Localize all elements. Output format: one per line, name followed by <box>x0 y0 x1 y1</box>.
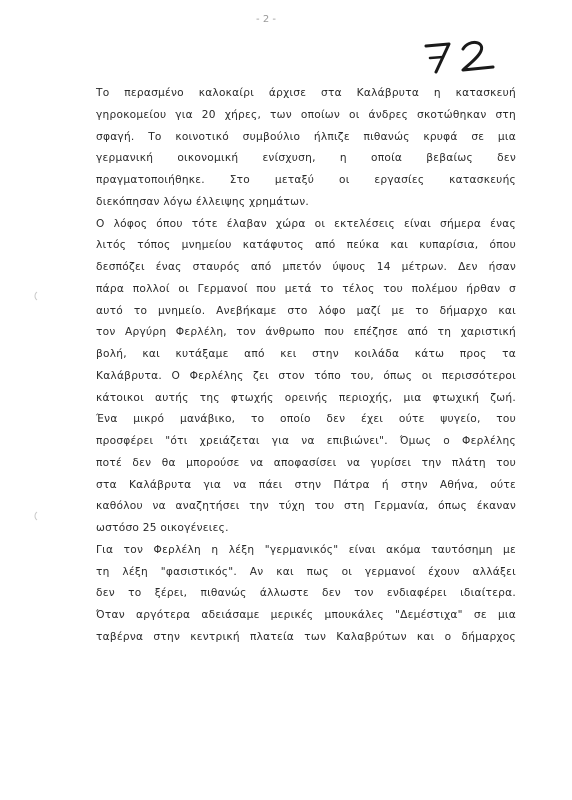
text-line: Ο λόφος όπου τότε έλαβαν χώρα οι εκτελέσεις είναι σήμερα ένας <box>96 217 516 230</box>
text-line: Όταν αργότερα αδειάσαμε μερικές μπουκάλες "Δεμέστιχα" σε μια <box>96 609 516 621</box>
text-line: κάτοικοι αυτής της φτωχής ορεινής περιοχής, μια φτωχική ζωή. <box>96 391 516 404</box>
text-line: λιτός τόπος μνημείου κατάφυτος από πεύκα και κυπαρίσια, όπου <box>96 239 516 252</box>
text-line: ποτέ δεν θα μπορούσε να αποφασίσει να γυρίσει την πλάτη του <box>96 456 516 469</box>
text-line: γερμανική οικονομική ενίσχυση, η οποία βεβαίως δεν <box>96 152 516 165</box>
text-line: ταβέρνα στην κεντρική πλατεία των Καλαβρύτων και ο δήμαρχος <box>96 630 516 643</box>
text-line: πάρα πολλοί οι Γερμανοί που μετά το τέλος του πολέμου ήρθαν σ <box>96 282 516 295</box>
punch-hole-mark <box>28 511 38 521</box>
text-line: αυτό το μνημείο. Ανεβήκαμε στο λόφο μαζί με το δήμαρχο και <box>96 304 516 317</box>
text-line: τον Αργύρη Φερλέλη, τον άνθρωπο που επέζησε από τη χαριστική <box>96 326 516 339</box>
text-line: στα Καλάβρυτα για να πάει στην Πάτρα ή στην Αθήνα, ούτε <box>96 478 516 491</box>
text-line: διεκόπησαν λόγω έλλειψης χρημάτων. <box>96 195 310 208</box>
punch-hole-mark <box>28 291 38 301</box>
text-line: σφαγή. Το κοινοτικό συμβούλιο ήλπιζε πιθανώς κρυφά σε μια <box>96 130 516 143</box>
page-number: - 2 - <box>256 14 276 25</box>
text-line: τη λέξη "φασιστικός". Αν και πως οι γερμανοί έχουν αλλάξει <box>96 565 516 578</box>
text-line: πραγματοποιήθηκε. Στο μεταξύ οι εργασίες κατασκευής <box>96 174 516 186</box>
text-line: Για τον Φερλέλη η λέξη "γερμανικός" είναι ακόμα ταυτόσημη με <box>96 543 516 556</box>
text-line: δεν το ξέρει, πιθανώς άλλωστε δεν τον ενδιαφέρει ιδιαίτερα. <box>96 587 516 600</box>
text-line: προσφέρει "ότι χρειάζεται για να επιβιώνει". Όμως ο Φερλέλης <box>96 435 516 447</box>
handwritten-page-number <box>423 36 503 76</box>
text-line: Ένα μικρό μανάβικο, το οποίο δεν έχει ούτε ψυγείο, του <box>96 413 516 426</box>
text-line: Το περασμένο καλοκαίρι άρχισε στα Καλάβρυτα η κατασκευή <box>96 87 516 99</box>
text-line: Καλάβρυτα. Ο Φερλέλης ζει στον τόπο του, όπως οι περισσότεροι <box>96 369 516 382</box>
document-body <box>96 83 516 649</box>
text-line: βολή, και κυτάξαμε από κει στην κοιλάδα κάτω προς τα <box>96 348 516 360</box>
text-line: ωστόσο 25 οικογένειες. <box>96 522 229 534</box>
text-line: δεσπόζει ένας σταυρός από μπετόν ύψους 14 μέτρων. Δεν ήσαν <box>96 261 516 273</box>
text-line: καθόλου να αναζητήσει την τύχη του στη Γερμανία, όπως έκαναν <box>96 500 516 513</box>
text-line: γηροκομείου για 20 χήρες, των οποίων οι άνδρες σκοτώθηκαν στη <box>96 108 516 121</box>
